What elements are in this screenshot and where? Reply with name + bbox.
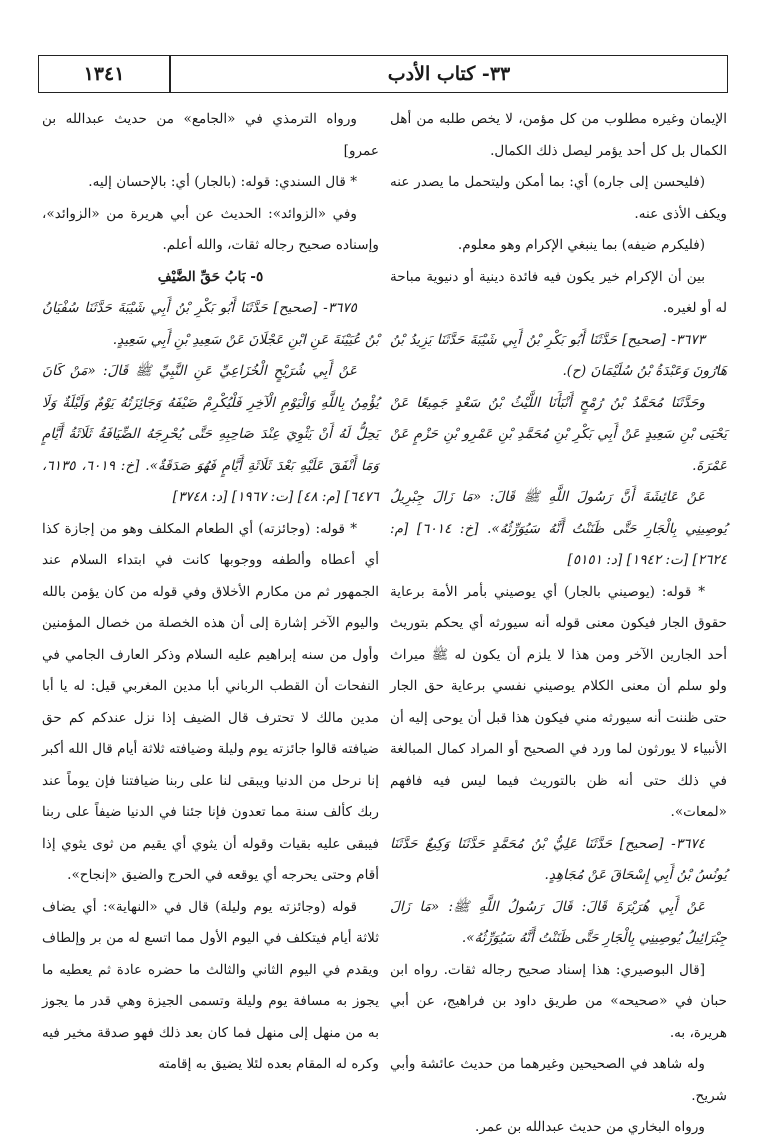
hadith-isnad: ٣٦٧٥- [صحيح] حَدَّثَنَا أَبُو بَكْرِ بْنُ أَبِي شَيْبَةَ حَدَّثَنَا سُفْيَانُ بْنُ عُيَيْنَةَ عَنِ ابْنِ عَجْلَانَ عَنْ سَعِيدِ بْنِ أَبِي سَعِيدٍ. bbox=[42, 300, 379, 348]
paragraph: الإيمان وغيره مطلوب من كل مؤمن، لا يخص طلبه من أهل الكمال بل كل أحد يؤمر ليصل ذلك الكمال. bbox=[390, 111, 727, 159]
section-heading: ٥- بَابُ حَقِّ الضَّيْفِ bbox=[157, 268, 264, 285]
commentary: قوله (وجائزته يوم وليلة) قال في «النهاية»: أي يضاف ثلاثة أيام فيتكلف في اليوم الأول مما اتسع له من بر وإلطاف ويقدم في اليوم الثاني والثالث ما حضره عادة ثم يعطيه ما يجوز به مسافة يوم وليلة وتسمى الجيزة وهي قدر ما يجوز به من منهل إلى منهل فما كان بعد ذلك فهو صدقة مخير فيه وكره له المقام بعده لئلا يضيق به إقامته bbox=[42, 898, 379, 1072]
grading-note: ورواه البخاري من حديث عبدالله بن عمر. bbox=[475, 1119, 705, 1135]
paragraph: بين أن الإكرام خير يكون فيه فائدة دينية أو دنيوية مباحة له أو لغيره. bbox=[390, 268, 727, 316]
header-divider bbox=[169, 56, 171, 92]
commentary: * قوله: (يوصيني بالجار) أي يوصيني بأمر الأمة برعاية حقوق الجار فيكون معنى قوله أنه سيورثه أي يحكم بتوريث أحد الجارين الآخر ومن هذا لا يلزم أن يكون له ﷺ ميراث ولو سلم أن معنى الكلام يوصيني نفسي برعاية حق الجار حتى ظننت أنه سيورثه مني فيكون هذا قبل أن يوحى إليه أن الأنبياء لا يورثون لما ورد في الصحيح أو المراد كمال المبالغة في ذلك حتى أنه ظن بالتوريث فيما ليس فيه فافهم «لمعات». bbox=[390, 583, 727, 820]
grading-note: ورواه الترمذي في «الجامع» من حديث عبدالله بن عمرو] bbox=[42, 111, 379, 159]
hadith-text: عَنْ عَائِشَةَ أَنَّ رَسُولَ اللَّهِ ﷺ قَالَ: «مَا زَالَ جِبْرِيلُ يُوصِينِي بِالْجَارِ حَتَّى ظَنَنْتُ أَنَّهُ سَيُوَرِّثُهُ». [خ: ٦٠١٤] [م: ٢٦٢٤] [ت: ١٩٤٢] [د: ٥١٥١] bbox=[390, 489, 727, 568]
commentary: وفي «الزوائد»: الحديث عن أبي هريرة من «الزوائد»، وإسناده صحيح رجاله ثقات، والله أعلم. bbox=[42, 205, 379, 253]
page-number: ١٣٤١ bbox=[83, 63, 125, 85]
grading-note: وله شاهد في الصحيحين وغيرهما من حديث عائشة وأبي شريح. bbox=[390, 1056, 727, 1104]
right-column bbox=[390, 104, 727, 1135]
hadith-text: عَنْ أَبِي هُرَيْرَةَ قَالَ: قَالَ رَسُولُ اللَّهِ ﷺ: «مَا زَالَ جِبْرَائِيلُ يُوصِينِي بِالْجَارِ حَتَّى ظَنَنْتُ أَنَّهُ سَيُوَرِّثُهُ». bbox=[390, 898, 727, 946]
hadith-text: عَنْ أَبِي شُرَيْحٍ الْخُزَاعِيِّ عَنِ النَّبِيِّ ﷺ قَالَ: «مَنْ كَانَ يُؤْمِنُ بِاللَّهِ وَالْيَوْمِ الْآخِرِ فَلْيُكْرِمْ ضَيْفَهُ وَجَائِزَتُهُ يَوْمٌ وَلَيْلَةٌ وَلَا يَحِلُّ لَهُ أَنْ يَثْوِيَ عِنْدَ صَاحِبِهِ حَتَّى يُحْرِجَهُ الضِّيَافَةُ ثَلَاثَةُ أَيَّامٍ وَمَا أَنْفَقَ عَلَيْهِ بَعْدَ ثَلَاثَةِ أَيَّامٍ فَهُوَ صَدَقَةٌ». [خ: ٦٠١٩، ٦١٣٥، ٦٤٧٦] [م: ٤٨] [ت: ١٩٦٧] [د: ٣٧٤٨] bbox=[42, 363, 379, 505]
page-header bbox=[38, 55, 728, 93]
commentary: * قال السندي: قوله: (بالجار) أي: بالإحسان إليه. bbox=[88, 174, 357, 190]
hadith-isnad: ٣٦٧٣- [صحيح] حَدَّثَنَا أَبُو بَكْرِ بْنُ أَبِي شَيْبَةَ حَدَّثَنَا يَزِيدُ بْنُ هَارُونَ وَعَبْدَةُ بْنُ سُلَيْمَانَ (ح). bbox=[390, 331, 727, 379]
left-column bbox=[42, 104, 379, 1094]
grading-note: [قال البوصيري: هذا إسناد صحيح رجاله ثقات. رواه ابن حبان في «صحيحه» من طريق داود بن فراهيج، عن أبي هريرة، به. bbox=[390, 961, 727, 1041]
hadith-isnad: وحَدَّثَنَا مُحَمَّدُ بْنُ رُمْحٍ أَنْبَأَنَا اللَّيْثُ بْنُ سَعْدٍ جَمِيعًا عَنْ يَحْيَى بْنِ سَعِيدٍ عَنْ أَبِي بَكْرِ بْنِ مُحَمَّدِ بْنِ عَمْرِو بْنِ حَزْمٍ عَنْ عَمْرَةَ. bbox=[390, 394, 727, 474]
paragraph: (فليحسن إلى جاره) أي: بما أمكن وليتحمل ما يصدر عنه ويكف الأذى عنه. bbox=[390, 174, 727, 222]
chapter-title: ٣٣- كتاب الأدب bbox=[387, 63, 511, 85]
hadith-isnad: ٣٦٧٤- [صحيح] حَدَّثَنَا عَلِيُّ بْنُ مُحَمَّدٍ حَدَّثَنَا وَكِيعٌ حَدَّثَنَا يُونُسُ بْنُ أَبِي إِسْحَاقَ عَنْ مُجَاهِدٍ. bbox=[390, 835, 727, 883]
commentary: * قوله: (وجائزته) أي الطعام المكلف وهو من إجازة كذا أي أعطاه وألطفه ووجوبها كانت في ابتداء السلام عند الجمهور ثم من مكارم الأخلاق وفي قوله من كان يؤمن بالله واليوم الآخر إشارة إلى أن هذه الخصلة من خصال المؤمنين وأول من سنه إبراهيم عليه السلام وذكر العارف الجامي في النفحات أن القطب الرباني أبا مدين المغربي قيل: له يا أبا مدين مالك لا تحترف قال الضيف إذا نزل عندكم كم حق ضيافته قالوا جائزته يوم وليلة وضيافته ثلاثة أيام قال الله أكبر إنا نرحل من الدنيا ويبقى لنا على ربنا ضيافتنا فإن يوماً عند ربك كألف سنة مما تعدون فإنا جئنا في الدنيا ضيفاً على ربنا فيبقى عليه بقيات وقوله أن يثوي أي يقيم من ثوى يثوي إذا أقام وحتى يحرجه أي يوقعه في الحرج والضيق «إنجاح». bbox=[42, 520, 379, 883]
paragraph: (فليكرم ضيفه) بما ينبغي الإكرام وهو معلوم. bbox=[457, 237, 705, 253]
